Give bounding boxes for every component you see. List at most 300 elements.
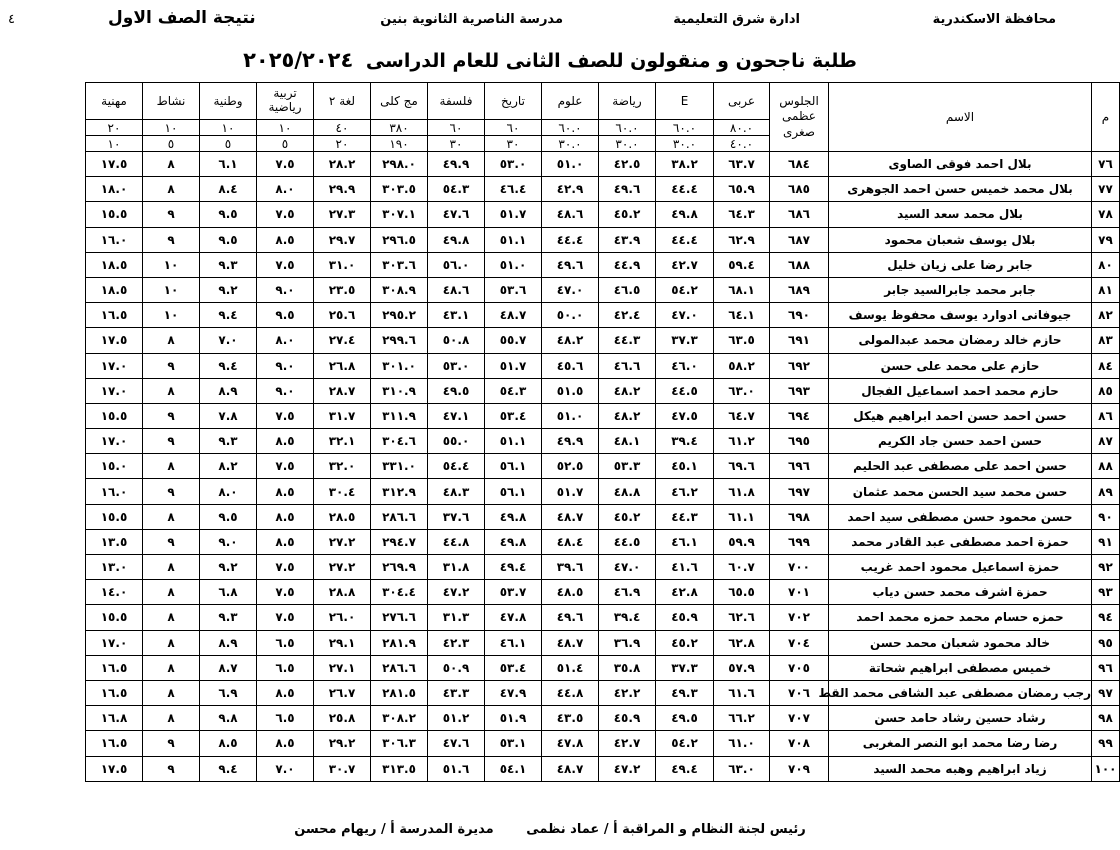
math-score: ٣٥.٨	[599, 655, 656, 680]
math-score: ٣٦.٩	[599, 630, 656, 655]
row-number: ٨٨	[1092, 454, 1120, 479]
table-row	[29, 152, 1120, 177]
arabic-score: ٦١.٠	[714, 731, 770, 756]
pe-score: ٧.٥	[257, 555, 314, 580]
student-name: زياد ابراهيم وهبه محمد السيد	[829, 756, 1092, 781]
history-score: ٤٩.٨	[485, 504, 542, 529]
science-score: ٤٩.٦	[542, 252, 599, 277]
philosophy-score: ٥٠.٩	[428, 655, 485, 680]
national-score: ٩.٣	[200, 252, 257, 277]
english-score: ٤٩.٤	[656, 756, 714, 781]
philosophy-score: ٥٠.٨	[428, 328, 485, 353]
min-mark-cell: ١٩٠	[371, 136, 428, 152]
student-name: بلال محمد خميس حسن احمد الجوهرى	[829, 177, 1092, 202]
activity-score: ٩	[143, 756, 200, 781]
pe-score: ٦.٥	[257, 706, 314, 731]
row-number: ٧٨	[1092, 202, 1120, 227]
col-pe-line1: تربية	[273, 86, 297, 101]
activity-score: ٩	[143, 202, 200, 227]
philosophy-score: ٥١.٦	[428, 756, 485, 781]
col-lang2: لغة ٢	[314, 83, 371, 120]
pe-score: ٧.٥	[257, 605, 314, 630]
philosophy-score: ٤٧.٢	[428, 580, 485, 605]
student-rows	[29, 152, 1120, 782]
history-score: ٥٣.٧	[485, 580, 542, 605]
total-score: ٣١٢.٩	[371, 479, 428, 504]
philosophy-score: ٥٥.٠	[428, 429, 485, 454]
student-name: بلال احمد فوقى الصاوى	[829, 152, 1092, 177]
page-number: ٤	[8, 12, 15, 27]
vocational-score: ١٦.٠	[86, 227, 143, 252]
total-score: ٢٨٦.٦	[371, 655, 428, 680]
col-m: م	[1092, 83, 1120, 152]
col-pe	[257, 83, 314, 120]
col-seat-min: صغرى	[783, 124, 815, 139]
science-score: ٤٧.٨	[542, 731, 599, 756]
history-score: ٥٥.٧	[485, 328, 542, 353]
english-score: ٣٩.٤	[656, 429, 714, 454]
national-score: ٩.٠	[200, 529, 257, 554]
arabic-score: ٦٣.٠	[714, 378, 770, 403]
activity-score: ٩	[143, 227, 200, 252]
max-mark-cell: ١٠	[143, 120, 200, 136]
philosophy-score: ٤٢.٣	[428, 630, 485, 655]
row-number: ٩٥	[1092, 630, 1120, 655]
history-score: ٥٣.١	[485, 731, 542, 756]
activity-score: ٩	[143, 479, 200, 504]
national-score: ٦.١	[200, 152, 257, 177]
total-score: ٢٧٦.٦	[371, 605, 428, 630]
vocational-score: ١٦.٠	[86, 479, 143, 504]
signature-footer	[0, 822, 1100, 837]
col-national: وطنية	[200, 83, 257, 120]
table-row	[29, 529, 1120, 554]
activity-score: ٨	[143, 655, 200, 680]
row-number: ٩٩	[1092, 731, 1120, 756]
total-score: ٢٨١.٩	[371, 630, 428, 655]
vocational-score: ١٨.٥	[86, 252, 143, 277]
vocational-score: ١٧.٠	[86, 353, 143, 378]
row-number: ٩٧	[1092, 680, 1120, 705]
table-row	[29, 403, 1120, 428]
seat-number: ٦٩٤	[770, 403, 829, 428]
min-mark-cell: ٢٠	[314, 136, 371, 152]
row-number: ٨٩	[1092, 479, 1120, 504]
history-score: ٥١.٠	[485, 252, 542, 277]
science-score: ٥١.٤	[542, 655, 599, 680]
arabic-score: ٦٣.٠	[714, 756, 770, 781]
student-name: حازم خالد رمضان محمد عبدالمولى	[829, 328, 1092, 353]
philosophy-score: ٤٧.٦	[428, 202, 485, 227]
science-score: ٥٠.٠	[542, 303, 599, 328]
result-label: نتيجة الصف الاول	[108, 8, 256, 28]
national-score: ٦.٩	[200, 680, 257, 705]
philosophy-score: ٤٨.٦	[428, 277, 485, 302]
english-score: ٤٦.٠	[656, 353, 714, 378]
english-score: ٤١.٦	[656, 555, 714, 580]
science-score: ٤٧.٠	[542, 277, 599, 302]
science-score: ٤٨.٦	[542, 202, 599, 227]
seat-number: ٦٩٩	[770, 529, 829, 554]
history-score: ٤٧.٨	[485, 605, 542, 630]
col-seat-label: الجلوس	[779, 93, 819, 108]
history-score: ٤٧.٩	[485, 680, 542, 705]
arabic-score: ٦٨.١	[714, 277, 770, 302]
seat-number: ٦٩٥	[770, 429, 829, 454]
national-score: ٨.٧	[200, 655, 257, 680]
math-score: ٤٢.٥	[599, 152, 656, 177]
arabic-score: ٦١.١	[714, 504, 770, 529]
min-mark-cell: ٣٠.٠	[542, 136, 599, 152]
science-score: ٤٥.٦	[542, 353, 599, 378]
lang2-score: ٢٧.٢	[314, 529, 371, 554]
math-score: ٤٦.٦	[599, 353, 656, 378]
row-number: ٩٤	[1092, 605, 1120, 630]
seat-number: ٦٩٨	[770, 504, 829, 529]
table-row	[29, 303, 1120, 328]
seat-number: ٦٩٣	[770, 378, 829, 403]
national-score: ٩.٤	[200, 353, 257, 378]
english-score: ٥٤.٢	[656, 731, 714, 756]
vocational-score: ١٧.٠	[86, 630, 143, 655]
row-number: ٩٦	[1092, 655, 1120, 680]
math-score: ٤٦.٥	[599, 277, 656, 302]
english-score: ٤٢.٨	[656, 580, 714, 605]
math-score: ٥٣.٣	[599, 454, 656, 479]
student-name: حازم على محمد على حسن	[829, 353, 1092, 378]
max-mark-cell: ٦٠.٠	[542, 120, 599, 136]
school-director: مديرة المدرسة أ / ريهام محسن	[294, 822, 494, 837]
science-score: ٤٤.٨	[542, 680, 599, 705]
science-score: ٤٢.٩	[542, 177, 599, 202]
student-name: بلال محمد سعد السيد	[829, 202, 1092, 227]
english-score: ٤٧.٠	[656, 303, 714, 328]
philosophy-score: ٥١.٢	[428, 706, 485, 731]
max-mark-cell: ٢٠	[86, 120, 143, 136]
row-number: ٨٦	[1092, 403, 1120, 428]
arabic-score: ٦٠.٧	[714, 555, 770, 580]
max-mark-cell: ١٠	[257, 120, 314, 136]
table-row	[29, 580, 1120, 605]
vocational-score: ١٦.٨	[86, 706, 143, 731]
student-name: جابر رضا على زيان خليل	[829, 252, 1092, 277]
history-score: ٥٣.٠	[485, 152, 542, 177]
history-score: ٤٨.٧	[485, 303, 542, 328]
lang2-score: ٢٧.٣	[314, 202, 371, 227]
vocational-score: ١٥.٠	[86, 454, 143, 479]
total-score: ٢٦٩.٩	[371, 555, 428, 580]
national-score: ٩.٥	[200, 227, 257, 252]
math-score: ٤٢.٤	[599, 303, 656, 328]
table-row	[29, 202, 1120, 227]
science-score: ٤٨.٤	[542, 529, 599, 554]
activity-score: ٩	[143, 529, 200, 554]
vocational-score: ١٨.٠	[86, 177, 143, 202]
science-score: ٥١.٠	[542, 403, 599, 428]
total-score: ٢٩٦.٥	[371, 227, 428, 252]
vocational-score: ١٣.٠	[86, 555, 143, 580]
max-mark-cell: ٨٠.٠	[714, 120, 770, 136]
english-score: ٤٥.٩	[656, 605, 714, 630]
national-score: ٨.٤	[200, 177, 257, 202]
lang2-score: ٢٥.٨	[314, 706, 371, 731]
row-number: ٩٠	[1092, 504, 1120, 529]
arabic-score: ٦٥.٥	[714, 580, 770, 605]
arabic-score: ٦٤.٧	[714, 403, 770, 428]
table-row	[29, 756, 1120, 781]
history-score: ٥١.٩	[485, 706, 542, 731]
col-arabic: عربى	[714, 83, 770, 120]
pe-score: ٧.٥	[257, 202, 314, 227]
table-row	[29, 429, 1120, 454]
english-score: ٤٩.٥	[656, 706, 714, 731]
min-mark-cell: ٥	[143, 136, 200, 152]
col-vocational: مهنية	[86, 83, 143, 120]
math-score: ٤٥.٢	[599, 504, 656, 529]
seat-number: ٦٩٧	[770, 479, 829, 504]
seat-number: ٧٠٨	[770, 731, 829, 756]
lang2-score: ٢٨.٨	[314, 580, 371, 605]
science-score: ٤٨.٧	[542, 504, 599, 529]
table-row	[29, 378, 1120, 403]
philosophy-score: ٥٣.٠	[428, 353, 485, 378]
national-score: ٩.٣	[200, 605, 257, 630]
arabic-score: ٦٢.٨	[714, 630, 770, 655]
math-score: ٤٢.٧	[599, 731, 656, 756]
vocational-score: ١٦.٥	[86, 655, 143, 680]
english-score: ٣٨.٢	[656, 152, 714, 177]
seat-number: ٧٠٧	[770, 706, 829, 731]
english-score: ٤٢.٧	[656, 252, 714, 277]
vocational-score: ١٥.٥	[86, 202, 143, 227]
english-score: ٤٤.٤	[656, 177, 714, 202]
col-science: علوم	[542, 83, 599, 120]
row-number: ٧٩	[1092, 227, 1120, 252]
row-number: ٨١	[1092, 277, 1120, 302]
vocational-score: ١٦.٥	[86, 680, 143, 705]
pe-score: ٩.٠	[257, 378, 314, 403]
seat-number: ٦٩٦	[770, 454, 829, 479]
history-score: ٥١.٧	[485, 353, 542, 378]
math-score: ٤٤.٥	[599, 529, 656, 554]
philosophy-score: ٥٤.٤	[428, 454, 485, 479]
lang2-score: ٣١.٧	[314, 403, 371, 428]
math-score: ٤٤.٩	[599, 252, 656, 277]
total-score: ٣٠٨.٢	[371, 706, 428, 731]
total-score: ٣١٣.٥	[371, 756, 428, 781]
arabic-score: ٦٩.٦	[714, 454, 770, 479]
lang2-score: ٣٢.٠	[314, 454, 371, 479]
math-score: ٤٨.٢	[599, 378, 656, 403]
student-name: خالد محمود شعبان محمد حسن	[829, 630, 1092, 655]
administration-label: ادارة شرق التعليمية	[673, 12, 800, 27]
philosophy-score: ٥٦.٠	[428, 252, 485, 277]
seat-number: ٦٩٠	[770, 303, 829, 328]
arabic-score: ٦٣.٧	[714, 152, 770, 177]
academic-year: ٢٠٢٥/٢٠٢٤	[243, 48, 354, 72]
philosophy-score: ٤٩.٨	[428, 227, 485, 252]
table-row	[29, 353, 1120, 378]
national-score: ٩.٤	[200, 756, 257, 781]
col-name: الاسم	[829, 83, 1092, 152]
arabic-score: ٥٧.٩	[714, 655, 770, 680]
pe-score: ٧.٥	[257, 252, 314, 277]
pe-score: ٨.٥	[257, 680, 314, 705]
history-score: ٥٣.٤	[485, 403, 542, 428]
national-score: ٩.٢	[200, 555, 257, 580]
table-row	[29, 277, 1120, 302]
pe-score: ٨.٥	[257, 529, 314, 554]
table-row	[29, 479, 1120, 504]
arabic-score: ٦٢.٩	[714, 227, 770, 252]
vocational-score: ١٤.٠	[86, 580, 143, 605]
total-score: ٢٩٤.٧	[371, 529, 428, 554]
lang2-score: ٣٠.٧	[314, 756, 371, 781]
max-mark-cell: ٦٠	[428, 120, 485, 136]
vocational-score: ١٧.٠	[86, 378, 143, 403]
science-score: ٤٩.٩	[542, 429, 599, 454]
total-score: ٣٠٣.٦	[371, 252, 428, 277]
activity-score: ٨	[143, 706, 200, 731]
student-name: حسن محمود حسن مصطفى سيد احمد	[829, 504, 1092, 529]
table-row	[29, 706, 1120, 731]
history-score: ٥٦.١	[485, 454, 542, 479]
activity-score: ٨	[143, 630, 200, 655]
pe-score: ٨.٥	[257, 731, 314, 756]
school-label: مدرسة الناصرية الثانوية بنين	[380, 12, 563, 27]
row-number: ٩٢	[1092, 555, 1120, 580]
total-score: ٣٠٧.١	[371, 202, 428, 227]
national-score: ٩.٥	[200, 202, 257, 227]
national-score: ٧.٨	[200, 403, 257, 428]
math-score: ٤٧.٠	[599, 555, 656, 580]
arabic-score: ٦٥.٩	[714, 177, 770, 202]
lang2-score: ٢٩.٧	[314, 227, 371, 252]
student-name: حسن احمد حسن جاد الكريم	[829, 429, 1092, 454]
english-score: ٤٥.١	[656, 454, 714, 479]
national-score: ٨.٢	[200, 454, 257, 479]
max-mark-cell: ٦٠.٠	[656, 120, 714, 136]
math-score: ٤٤.٣	[599, 328, 656, 353]
lang2-score: ٣٢.١	[314, 429, 371, 454]
row-number: ٨٤	[1092, 353, 1120, 378]
pe-score: ٩.٠	[257, 353, 314, 378]
activity-score: ٨	[143, 177, 200, 202]
committee-head: رئيس لجنة النظام و المراقبة أ / عماد نظمى	[526, 822, 806, 837]
arabic-score: ٦٤.١	[714, 303, 770, 328]
lang2-score: ٢٦.٠	[314, 605, 371, 630]
vocational-score: ١٣.٥	[86, 529, 143, 554]
arabic-score: ٦٣.٥	[714, 328, 770, 353]
activity-score: ٩	[143, 353, 200, 378]
science-score: ٣٩.٦	[542, 555, 599, 580]
pe-score: ٧.٥	[257, 580, 314, 605]
table-row	[29, 504, 1120, 529]
national-score: ٩.٥	[200, 504, 257, 529]
national-score: ٨.٥	[200, 731, 257, 756]
student-name: حمزة اشرف محمد حسن دياب	[829, 580, 1092, 605]
governorate-label: محافظة الاسكندرية	[932, 12, 1056, 27]
pe-score: ٧.٠	[257, 756, 314, 781]
national-score: ٩.٣	[200, 429, 257, 454]
vocational-score: ١٥.٥	[86, 403, 143, 428]
math-score: ٤٨.٢	[599, 403, 656, 428]
english-score: ٤٤.٤	[656, 227, 714, 252]
english-score: ٤٦.١	[656, 529, 714, 554]
lang2-score: ٢٣.٥	[314, 277, 371, 302]
student-name: جابر محمد جابرالسيد جابر	[829, 277, 1092, 302]
philosophy-score: ٥٤.٣	[428, 177, 485, 202]
total-score: ٣٠١.٠	[371, 353, 428, 378]
history-score: ٥٤.٣	[485, 378, 542, 403]
col-philosophy: فلسفة	[428, 83, 485, 120]
activity-score: ٩	[143, 731, 200, 756]
student-name: حمزه حسام محمد حمزه محمد احمد	[829, 605, 1092, 630]
table-row	[29, 731, 1120, 756]
history-score: ٥٣.٦	[485, 277, 542, 302]
arabic-score: ٦٦.٢	[714, 706, 770, 731]
arabic-score: ٥٩.٤	[714, 252, 770, 277]
total-score: ٢٩٨.٠	[371, 152, 428, 177]
col-activity: نشاط	[143, 83, 200, 120]
lang2-score: ٢٧.١	[314, 655, 371, 680]
total-score: ٢٩٥.٢	[371, 303, 428, 328]
student-name: حسن احمد على مصطفى عبد الحليم	[829, 454, 1092, 479]
min-mark-cell: ٣٠	[428, 136, 485, 152]
history-score: ٥٦.١	[485, 479, 542, 504]
national-score: ٨.٠	[200, 479, 257, 504]
activity-score: ١٠	[143, 303, 200, 328]
philosophy-score: ٤٨.٣	[428, 479, 485, 504]
max-mark-cell: ٤٠	[314, 120, 371, 136]
total-score: ٣٠٦.٣	[371, 731, 428, 756]
table-row	[29, 555, 1120, 580]
english-score: ٤٩.٨	[656, 202, 714, 227]
activity-score: ٩	[143, 429, 200, 454]
national-score: ٨.٩	[200, 630, 257, 655]
row-number: ٨٠	[1092, 252, 1120, 277]
table-row	[29, 630, 1120, 655]
activity-score: ٩	[143, 403, 200, 428]
science-score: ٥١.٥	[542, 378, 599, 403]
philosophy-score: ٣٧.٦	[428, 504, 485, 529]
seat-number: ٦٨٦	[770, 202, 829, 227]
results-table	[28, 82, 1120, 782]
col-seat-max: عظمى	[782, 109, 816, 124]
min-mark-cell: ٣٠	[485, 136, 542, 152]
arabic-score: ٦١.٨	[714, 479, 770, 504]
seat-number: ٧٠٠	[770, 555, 829, 580]
title-text: طلبة ناجحون و منقولون للصف الثانى للعام الدراسى	[365, 50, 857, 72]
pe-score: ٩.٠	[257, 277, 314, 302]
pe-score: ٨.٥	[257, 227, 314, 252]
science-score: ٤٨.٥	[542, 580, 599, 605]
total-score: ٣٠٨.٩	[371, 277, 428, 302]
national-score: ٦.٨	[200, 580, 257, 605]
pe-score: ٨.٥	[257, 504, 314, 529]
vocational-score: ١٥.٥	[86, 605, 143, 630]
max-mark-cell: ٣٨٠	[371, 120, 428, 136]
philosophy-score: ٤٧.١	[428, 403, 485, 428]
table-row	[29, 252, 1120, 277]
arabic-score: ٦٤.٣	[714, 202, 770, 227]
student-name: رجب رمضان مصطفى عبد الشافى محمد القط	[829, 680, 1092, 705]
student-name: رشاد حسين رشاد حامد حسن	[829, 706, 1092, 731]
lang2-score: ٢٦.٨	[314, 353, 371, 378]
activity-score: ٨	[143, 454, 200, 479]
seat-number: ٧٠١	[770, 580, 829, 605]
activity-score: ٨	[143, 580, 200, 605]
